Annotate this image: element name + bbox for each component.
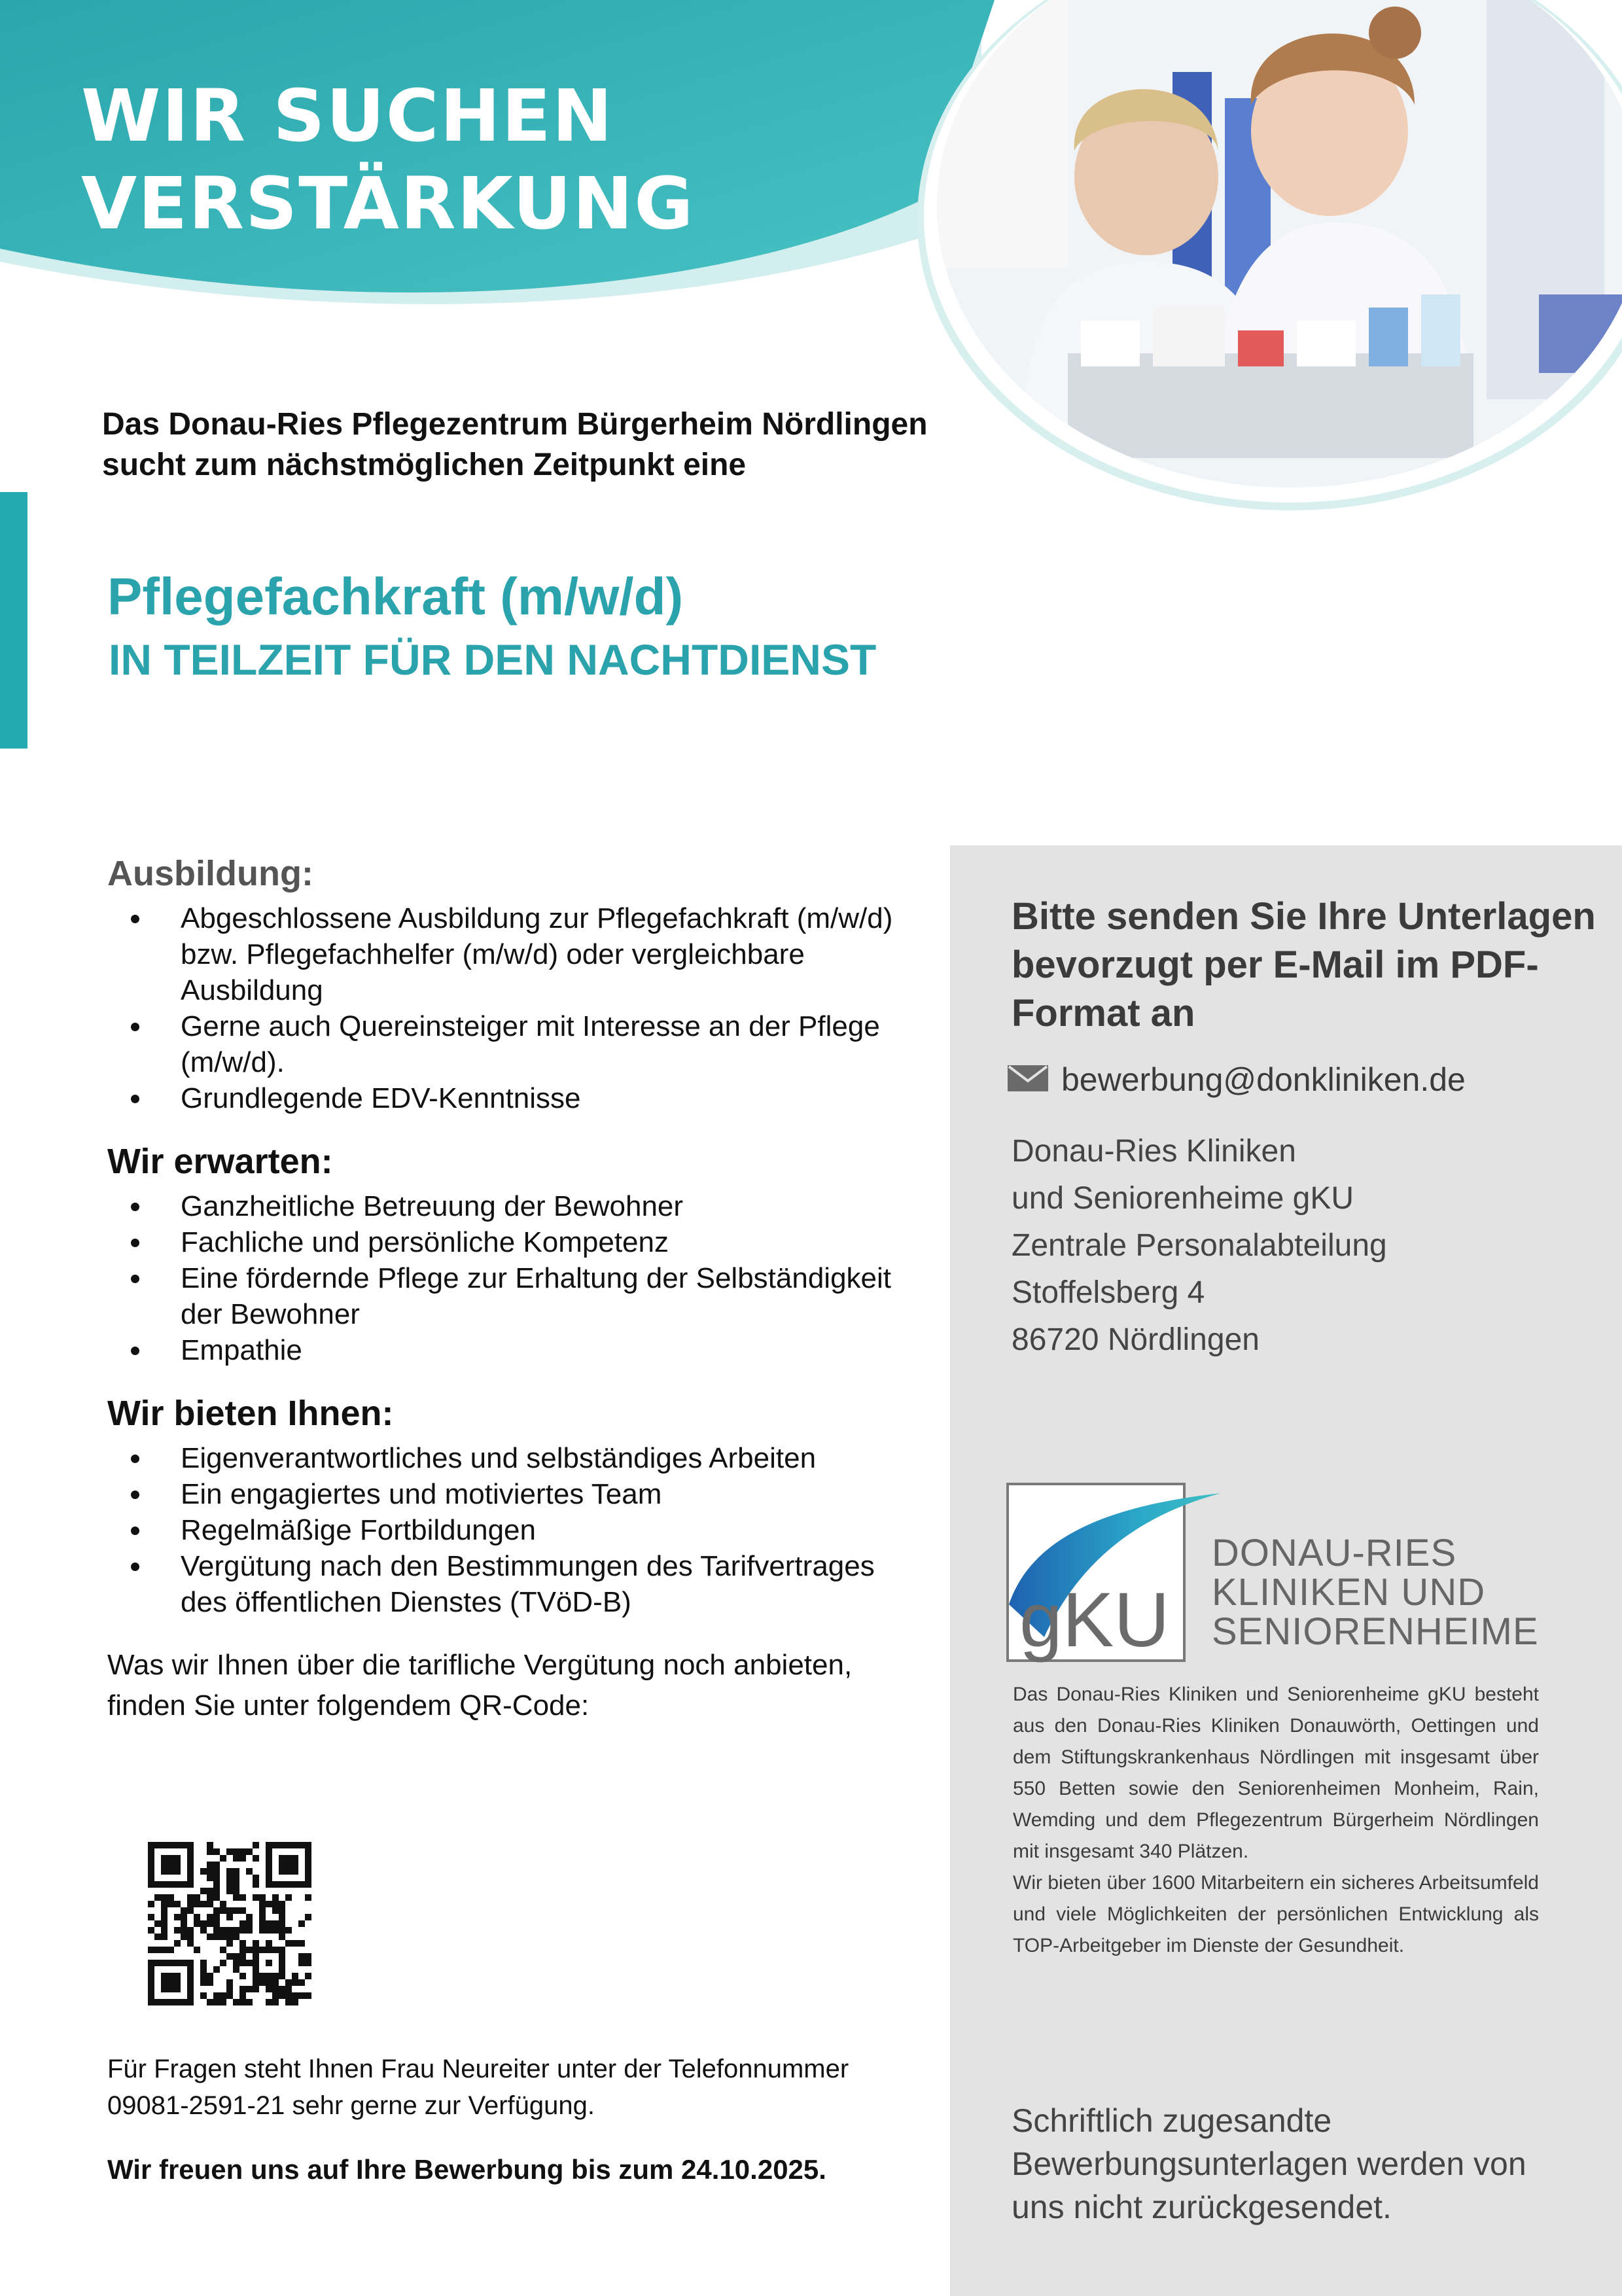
list-item: Eine fördernde Pflege zur Erhaltung der Selbständigkeit der Bewohner [107,1260,919,1332]
closing-text: Wir freuen uns auf Ihre Bewerbung bis zum 24.10.2025. [107,2154,826,2185]
intro-text: Das Donau-Ries Pflegezentrum Bürgerheim Nördlingen sucht zum nächstmöglichen Zeitpunkt eine [102,407,928,482]
list-item: Fachliche und persönliche Kompetenz [107,1224,919,1260]
logo-word: KLINIKEN UND [1212,1571,1486,1614]
section-ausbildung [107,851,919,1116]
contact-line-1: Für Fragen steht Ihnen Frau Neureiter unter der Telefonnummer [107,2055,849,2083]
list-bieten [107,1440,919,1620]
nurses-photo [898,0,1622,510]
email-link[interactable]: bewerbung@donkliniken.de [1061,1061,1466,1098]
list-item: Gerne auch Quereinsteiger mit Interesse an der Pflege (m/w/d). [107,1008,919,1080]
list-erwarten [107,1188,919,1368]
mail-icon [1008,1065,1048,1091]
address-line: Zentrale Personalabteilung [1012,1228,1387,1263]
list-item: Empathie [107,1332,919,1368]
qr-code[interactable] [148,1842,311,2005]
list-item: Ganzheitliche Betreuung der Bewohner [107,1188,919,1224]
panel-heading: Bitte senden Sie Ihre Unterlagen bevorzugt per E-Mail im PDF-Format an [1012,895,1596,1034]
logo-word: SENIORENHEIME [1212,1610,1539,1653]
section-erwarten [107,1139,919,1368]
organization-description [1013,1679,1539,1962]
headline-line-2: VERSTÄRKUNG [81,162,695,245]
contact-text [107,2051,919,2124]
job-subtitle: IN TEILZEIT FÜR DEN NACHTDIENST [109,635,877,684]
list-item: Eigenverantwortliches und selbständiges Arbeiten [107,1440,919,1476]
heading-bieten: Wir bieten Ihnen: [107,1394,394,1433]
address-line: und Seniorenheime gKU [1012,1181,1354,1216]
logo-wordmark [1212,1534,1539,1651]
heading-ausbildung: Ausbildung: [107,854,313,893]
list-item: Grundlegende EDV-Kenntnisse [107,1080,919,1116]
address-line: 86720 Nördlingen [1012,1322,1260,1357]
headline [81,72,695,247]
about-paragraph: Wir bieten über 1600 Mitarbeitern ein sicheres Arbeitsumfeld und viele Möglichkeiten der persönlichen Entwicklung als TOP-Arbeitgeber im Dienste der Gesundheit. [1013,1872,1539,1956]
list-ausbildung [107,900,919,1116]
about-paragraph: Das Donau-Ries Kliniken und Seniorenheime gKU besteht aus den Donau-Ries Kliniken Donauwörth, Oettingen und dem Stiftungskrankenhaus Nördlingen mit insgesamt über 550 Betten sowie den Seniorenheimen Monheim, Rain, Wemding und dem Pflegezentrum Bürgerheim Nördlingen mit insgesamt 340 Plätzen. [1013,1684,1539,1862]
job-title: Pflegefachkraft (m/w/d) [107,567,684,626]
list-item: Vergütung nach den Bestimmungen des Tarifvertrages des öffentlichen Dienstes (TVöD-B) [107,1548,919,1620]
requirements-column [107,851,919,1726]
address-line: Stoffelsberg 4 [1012,1275,1205,1310]
list-item: Ein engagiertes und motiviertes Team [107,1476,919,1512]
return-note: Schriftlich zugesandte Bewerbungsunterlagen werden von uns nicht zurückgesendet. [1012,2102,1526,2225]
list-item: Abgeschlossene Ausbildung zur Pflegefachkraft (m/w/d) bzw. Pflegefachhelfer (m/w/d) oder vergleichbare Ausbildung [107,900,919,1008]
logo-word: DONAU-RIES [1212,1532,1457,1574]
headline-line-1: WIR SUCHEN [81,74,614,158]
section-bieten [107,1390,919,1620]
heading-erwarten: Wir erwarten: [107,1142,333,1181]
logo-mark-text: gKU [1019,1577,1170,1663]
postal-address [1012,1128,1387,1364]
accent-bar [0,492,27,749]
contact-line-2: 09081-2591-21 sehr gerne zur Verfügung. [107,2091,595,2120]
address-line: Donau-Ries Kliniken [1012,1134,1296,1169]
tarif-text: Was wir Ihnen über die tarifliche Vergütung noch anbieten, finden Sie unter folgendem QR-Code: [107,1649,853,1722]
list-item: Regelmäßige Fortbildungen [107,1512,919,1548]
